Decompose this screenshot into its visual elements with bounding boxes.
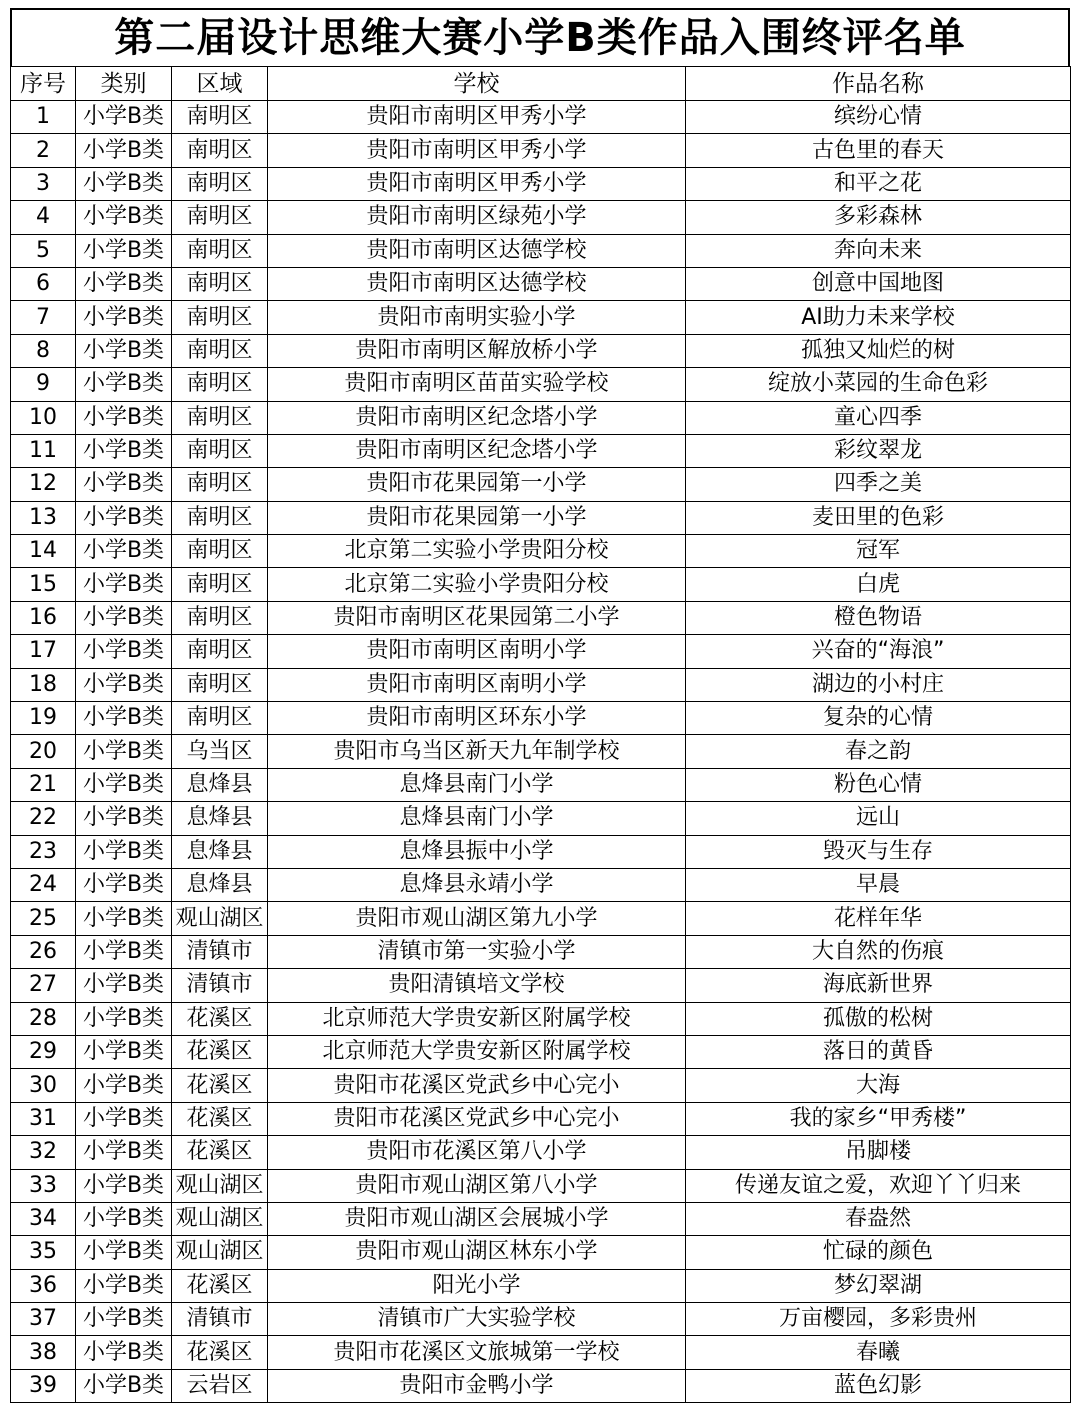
cell-work-title: 麦田里的色彩 <box>686 501 1071 534</box>
cell-work-title: 橙色物语 <box>686 601 1071 634</box>
cell-index: 7 <box>11 301 76 334</box>
cell-index: 5 <box>11 234 76 267</box>
cell-school: 贵阳市南明区花果园第二小学 <box>268 601 686 634</box>
header-school: 学校 <box>268 67 686 101</box>
cell-work-title: 缤纷心情 <box>686 101 1071 134</box>
cell-school: 贵阳市南明实验小学 <box>268 301 686 334</box>
cell-school: 北京师范大学贵安新区附属学校 <box>268 1002 686 1035</box>
cell-school: 贵阳市乌当区新天九年制学校 <box>268 735 686 768</box>
cell-region: 南明区 <box>172 134 268 167</box>
cell-index: 22 <box>11 802 76 835</box>
cell-index: 35 <box>11 1236 76 1269</box>
cell-region: 南明区 <box>172 702 268 735</box>
cell-index: 17 <box>11 635 76 668</box>
cell-region: 南明区 <box>172 267 268 300</box>
cell-index: 8 <box>11 334 76 367</box>
cell-work-title: 大自然的伤痕 <box>686 935 1071 968</box>
cell-category: 小学B类 <box>76 969 172 1002</box>
cell-region: 南明区 <box>172 535 268 568</box>
table-row <box>11 167 1071 200</box>
table-row <box>11 668 1071 701</box>
cell-school: 息烽县南门小学 <box>268 768 686 801</box>
cell-index: 4 <box>11 201 76 234</box>
cell-category: 小学B类 <box>76 1336 172 1369</box>
cell-category: 小学B类 <box>76 368 172 401</box>
cell-school: 清镇市第一实验小学 <box>268 935 686 968</box>
cell-region: 观山湖区 <box>172 1169 268 1202</box>
cell-school: 贵阳市南明区解放桥小学 <box>268 334 686 367</box>
cell-category: 小学B类 <box>76 501 172 534</box>
cell-region: 花溪区 <box>172 1035 268 1068</box>
cell-work-title: 春盎然 <box>686 1202 1071 1235</box>
cell-category: 小学B类 <box>76 935 172 968</box>
cell-work-title: 毁灭与生存 <box>686 835 1071 868</box>
cell-region: 清镇市 <box>172 1303 268 1336</box>
cell-category: 小学B类 <box>76 1269 172 1302</box>
cell-category: 小学B类 <box>76 702 172 735</box>
cell-region: 息烽县 <box>172 802 268 835</box>
cell-category: 小学B类 <box>76 134 172 167</box>
cell-school: 贵阳市南明区纪念塔小学 <box>268 434 686 467</box>
cell-index: 29 <box>11 1035 76 1068</box>
cell-category: 小学B类 <box>76 1303 172 1336</box>
table-row <box>11 702 1071 735</box>
table-row <box>11 1202 1071 1235</box>
cell-region: 观山湖区 <box>172 1202 268 1235</box>
cell-school: 贵阳市花果园第一小学 <box>268 501 686 534</box>
cell-index: 19 <box>11 702 76 735</box>
cell-school: 贵阳市南明区达德学校 <box>268 267 686 300</box>
cell-region: 南明区 <box>172 167 268 200</box>
table-row <box>11 1002 1071 1035</box>
cell-region: 乌当区 <box>172 735 268 768</box>
cell-work-title: 奔向未来 <box>686 234 1071 267</box>
cell-index: 39 <box>11 1369 76 1402</box>
cell-index: 16 <box>11 601 76 634</box>
table-row <box>11 134 1071 167</box>
cell-index: 26 <box>11 935 76 968</box>
cell-index: 18 <box>11 668 76 701</box>
cell-region: 花溪区 <box>172 1269 268 1302</box>
cell-index: 23 <box>11 835 76 868</box>
cell-school: 贵阳市南明区达德学校 <box>268 234 686 267</box>
cell-work-title: 和平之花 <box>686 167 1071 200</box>
cell-index: 32 <box>11 1136 76 1169</box>
cell-work-title: 冠军 <box>686 535 1071 568</box>
cell-category: 小学B类 <box>76 167 172 200</box>
cell-school: 贵阳市观山湖区会展城小学 <box>268 1202 686 1235</box>
cell-school: 贵阳市花果园第一小学 <box>268 468 686 501</box>
cell-index: 14 <box>11 535 76 568</box>
cell-region: 南明区 <box>172 368 268 401</box>
cell-school: 贵阳市南明区南明小学 <box>268 668 686 701</box>
cell-region: 清镇市 <box>172 969 268 1002</box>
table-row <box>11 401 1071 434</box>
table-row <box>11 768 1071 801</box>
cell-index: 28 <box>11 1002 76 1035</box>
table-row <box>11 568 1071 601</box>
cell-work-title: 万亩樱园，多彩贵州 <box>686 1303 1071 1336</box>
cell-index: 31 <box>11 1102 76 1135</box>
cell-school: 贵阳清镇培文学校 <box>268 969 686 1002</box>
cell-index: 12 <box>11 468 76 501</box>
cell-work-title: 孤独又灿烂的树 <box>686 334 1071 367</box>
cell-work-title: 蓝色幻影 <box>686 1369 1071 1402</box>
cell-category: 小学B类 <box>76 601 172 634</box>
cell-index: 6 <box>11 267 76 300</box>
table-row <box>11 1035 1071 1068</box>
cell-index: 11 <box>11 434 76 467</box>
cell-school: 贵阳市南明区苗苗实验学校 <box>268 368 686 401</box>
cell-region: 南明区 <box>172 501 268 534</box>
cell-category: 小学B类 <box>76 835 172 868</box>
header-work-title: 作品名称 <box>686 67 1071 101</box>
cell-index: 27 <box>11 969 76 1002</box>
cell-index: 25 <box>11 902 76 935</box>
cell-work-title: 早晨 <box>686 868 1071 901</box>
cell-work-title: 梦幻翠湖 <box>686 1269 1071 1302</box>
cell-index: 30 <box>11 1069 76 1102</box>
cell-work-title: 忙碌的颜色 <box>686 1236 1071 1269</box>
table-row <box>11 1236 1071 1269</box>
shortlist-sheet <box>10 8 1070 1403</box>
cell-category: 小学B类 <box>76 635 172 668</box>
cell-category: 小学B类 <box>76 768 172 801</box>
cell-school: 贵阳市南明区纪念塔小学 <box>268 401 686 434</box>
cell-category: 小学B类 <box>76 535 172 568</box>
cell-category: 小学B类 <box>76 1169 172 1202</box>
cell-region: 观山湖区 <box>172 902 268 935</box>
cell-category: 小学B类 <box>76 1002 172 1035</box>
table-row <box>11 601 1071 634</box>
cell-school: 贵阳市南明区甲秀小学 <box>268 134 686 167</box>
cell-region: 息烽县 <box>172 768 268 801</box>
header-region: 区域 <box>172 67 268 101</box>
cell-region: 花溪区 <box>172 1069 268 1102</box>
table-row <box>11 1102 1071 1135</box>
cell-category: 小学B类 <box>76 401 172 434</box>
cell-category: 小学B类 <box>76 334 172 367</box>
cell-category: 小学B类 <box>76 1236 172 1269</box>
table-row <box>11 802 1071 835</box>
cell-school: 息烽县南门小学 <box>268 802 686 835</box>
cell-school: 贵阳市观山湖区林东小学 <box>268 1236 686 1269</box>
table-row <box>11 1336 1071 1369</box>
cell-school: 贵阳市花溪区党武乡中心完小 <box>268 1102 686 1135</box>
cell-index: 20 <box>11 735 76 768</box>
table-row <box>11 1369 1071 1402</box>
table-row <box>11 969 1071 1002</box>
cell-region: 南明区 <box>172 434 268 467</box>
cell-index: 34 <box>11 1202 76 1235</box>
table-row <box>11 1169 1071 1202</box>
cell-region: 息烽县 <box>172 868 268 901</box>
cell-region: 南明区 <box>172 568 268 601</box>
cell-work-title: 童心四季 <box>686 401 1071 434</box>
table-row <box>11 201 1071 234</box>
cell-work-title: 四季之美 <box>686 468 1071 501</box>
cell-region: 南明区 <box>172 668 268 701</box>
table-row <box>11 301 1071 334</box>
cell-index: 9 <box>11 368 76 401</box>
cell-work-title: 落日的黄昏 <box>686 1035 1071 1068</box>
cell-category: 小学B类 <box>76 568 172 601</box>
cell-work-title: 吊脚楼 <box>686 1136 1071 1169</box>
cell-work-title: 春之韵 <box>686 735 1071 768</box>
cell-work-title: 多彩森林 <box>686 201 1071 234</box>
table-row <box>11 334 1071 367</box>
cell-school: 贵阳市南明区甲秀小学 <box>268 167 686 200</box>
cell-work-title: 粉色心情 <box>686 768 1071 801</box>
table-row <box>11 468 1071 501</box>
header-category: 类别 <box>76 67 172 101</box>
cell-school: 贵阳市南明区甲秀小学 <box>268 101 686 134</box>
header-index: 序号 <box>11 67 76 101</box>
cell-category: 小学B类 <box>76 1102 172 1135</box>
table-row <box>11 101 1071 134</box>
table-row <box>11 501 1071 534</box>
cell-school: 贵阳市花溪区文旅城第一学校 <box>268 1336 686 1369</box>
cell-school: 息烽县永靖小学 <box>268 868 686 901</box>
cell-index: 2 <box>11 134 76 167</box>
cell-school: 北京师范大学贵安新区附属学校 <box>268 1035 686 1068</box>
cell-region: 清镇市 <box>172 935 268 968</box>
cell-work-title: 绽放小菜园的生命色彩 <box>686 368 1071 401</box>
cell-school: 贵阳市花溪区党武乡中心完小 <box>268 1069 686 1102</box>
table-row <box>11 1136 1071 1169</box>
cell-category: 小学B类 <box>76 1035 172 1068</box>
table-row <box>11 868 1071 901</box>
cell-index: 13 <box>11 501 76 534</box>
cell-index: 15 <box>11 568 76 601</box>
cell-category: 小学B类 <box>76 668 172 701</box>
cell-category: 小学B类 <box>76 468 172 501</box>
cell-work-title: AI助力未来学校 <box>686 301 1071 334</box>
cell-category: 小学B类 <box>76 1202 172 1235</box>
cell-school: 息烽县振中小学 <box>268 835 686 868</box>
cell-work-title: 大海 <box>686 1069 1071 1102</box>
cell-index: 21 <box>11 768 76 801</box>
cell-index: 3 <box>11 167 76 200</box>
cell-region: 南明区 <box>172 334 268 367</box>
cell-school: 贵阳市金鸭小学 <box>268 1369 686 1402</box>
cell-school: 贵阳市花溪区第八小学 <box>268 1136 686 1169</box>
table-body <box>11 101 1071 1403</box>
cell-index: 24 <box>11 868 76 901</box>
table-row <box>11 434 1071 467</box>
table-row <box>11 902 1071 935</box>
cell-region: 南明区 <box>172 468 268 501</box>
cell-category: 小学B类 <box>76 1136 172 1169</box>
cell-school: 北京第二实验小学贵阳分校 <box>268 535 686 568</box>
cell-region: 云岩区 <box>172 1369 268 1402</box>
cell-category: 小学B类 <box>76 1369 172 1402</box>
table-row <box>11 1269 1071 1302</box>
cell-category: 小学B类 <box>76 267 172 300</box>
cell-category: 小学B类 <box>76 301 172 334</box>
table-row <box>11 735 1071 768</box>
cell-school: 贵阳市观山湖区第九小学 <box>268 902 686 935</box>
cell-region: 花溪区 <box>172 1102 268 1135</box>
cell-region: 南明区 <box>172 234 268 267</box>
cell-work-title: 孤傲的松树 <box>686 1002 1071 1035</box>
cell-region: 南明区 <box>172 601 268 634</box>
cell-category: 小学B类 <box>76 735 172 768</box>
cell-work-title: 传递友谊之爱，欢迎丫丫归来 <box>686 1169 1071 1202</box>
cell-region: 花溪区 <box>172 1336 268 1369</box>
cell-school: 贵阳市观山湖区第八小学 <box>268 1169 686 1202</box>
cell-school: 贵阳市南明区南明小学 <box>268 635 686 668</box>
cell-work-title: 兴奋的“海浪” <box>686 635 1071 668</box>
cell-work-title: 远山 <box>686 802 1071 835</box>
cell-region: 观山湖区 <box>172 1236 268 1269</box>
cell-region: 南明区 <box>172 401 268 434</box>
cell-category: 小学B类 <box>76 434 172 467</box>
cell-index: 36 <box>11 1269 76 1302</box>
cell-region: 南明区 <box>172 101 268 134</box>
cell-school: 贵阳市南明区环东小学 <box>268 702 686 735</box>
table-row <box>11 635 1071 668</box>
table-row <box>11 267 1071 300</box>
header-row <box>11 67 1071 101</box>
table-row <box>11 1069 1071 1102</box>
cell-work-title: 古色里的春天 <box>686 134 1071 167</box>
cell-work-title: 白虎 <box>686 568 1071 601</box>
cell-category: 小学B类 <box>76 101 172 134</box>
table-row <box>11 234 1071 267</box>
cell-work-title: 彩纹翠龙 <box>686 434 1071 467</box>
cell-work-title: 花样年华 <box>686 902 1071 935</box>
shortlist-table <box>10 66 1071 1403</box>
page-title: 第二届设计思维大赛小学B类作品入围终评名单 <box>10 8 1070 66</box>
table-row <box>11 368 1071 401</box>
cell-work-title: 我的家乡“甲秀楼” <box>686 1102 1071 1135</box>
cell-category: 小学B类 <box>76 902 172 935</box>
cell-region: 花溪区 <box>172 1002 268 1035</box>
cell-category: 小学B类 <box>76 868 172 901</box>
cell-category: 小学B类 <box>76 1069 172 1102</box>
cell-school: 贵阳市南明区绿苑小学 <box>268 201 686 234</box>
cell-region: 南明区 <box>172 635 268 668</box>
table-row <box>11 1303 1071 1336</box>
cell-index: 37 <box>11 1303 76 1336</box>
cell-school: 北京第二实验小学贵阳分校 <box>268 568 686 601</box>
cell-work-title: 复杂的心情 <box>686 702 1071 735</box>
cell-region: 南明区 <box>172 201 268 234</box>
cell-region: 花溪区 <box>172 1136 268 1169</box>
table-row <box>11 935 1071 968</box>
cell-index: 10 <box>11 401 76 434</box>
cell-index: 38 <box>11 1336 76 1369</box>
cell-school: 阳光小学 <box>268 1269 686 1302</box>
cell-work-title: 春曦 <box>686 1336 1071 1369</box>
cell-region: 息烽县 <box>172 835 268 868</box>
cell-work-title: 创意中国地图 <box>686 267 1071 300</box>
cell-region: 南明区 <box>172 301 268 334</box>
cell-school: 清镇市广大实验学校 <box>268 1303 686 1336</box>
cell-index: 33 <box>11 1169 76 1202</box>
cell-category: 小学B类 <box>76 201 172 234</box>
cell-category: 小学B类 <box>76 802 172 835</box>
cell-work-title: 湖边的小村庄 <box>686 668 1071 701</box>
cell-work-title: 海底新世界 <box>686 969 1071 1002</box>
cell-index: 1 <box>11 101 76 134</box>
table-row <box>11 535 1071 568</box>
cell-category: 小学B类 <box>76 234 172 267</box>
table-row <box>11 835 1071 868</box>
